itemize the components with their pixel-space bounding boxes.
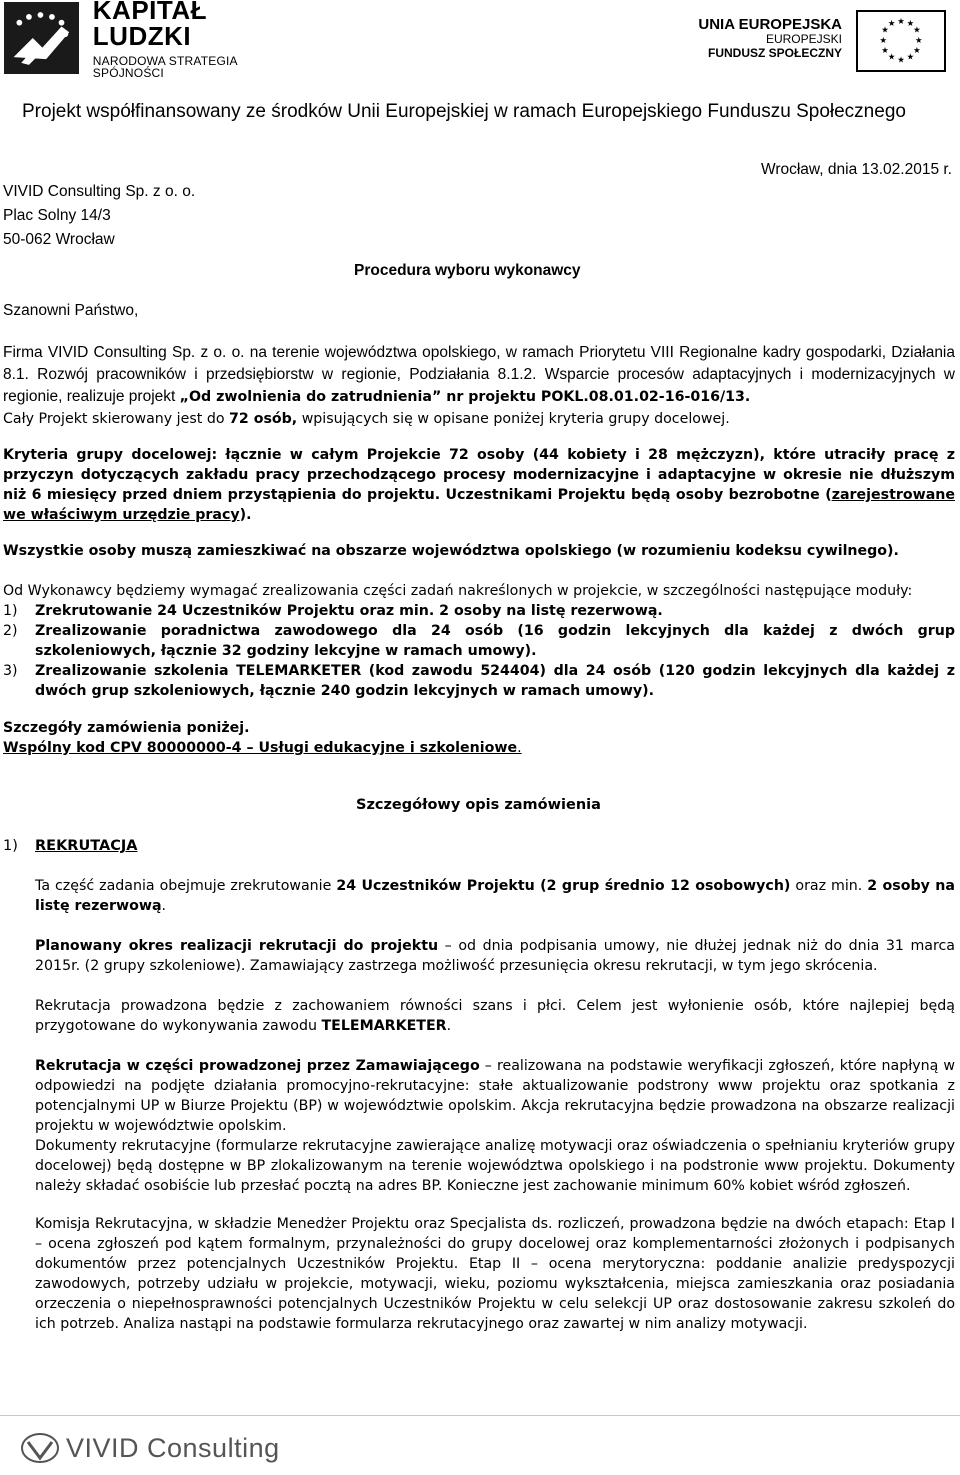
s1-p1-pre: Ta część zadania obejmuje zrekrutowanie xyxy=(35,878,337,894)
s1-p2-bold: Planowany okres realizacji rekrutacji do projektu xyxy=(35,938,439,954)
address-line-1: VIVID Consulting Sp. z o. o. xyxy=(3,183,196,200)
module-item xyxy=(3,621,955,661)
s1-p4-rest: – realizowana na podstawie weryfikacji zgłoszeń, które napłyną w odpowiedzi na podjęte działania promocyjno-rekrutacyjne: stałe aktualizowanie podstrony www projektu oraz spotkania z potencjalnymi UP w Biurze Projektu (BP) w województwie opolskim. Akcja rekrutacyjna będzie prowadzona na obszarze realizacji projektu w województwie opolskim. xyxy=(35,1058,955,1134)
svg-text:★: ★ xyxy=(887,51,896,62)
s1-p2-rest: – od dnia podpisania umowy, nie dłużej jednak niż do dnia 31 marca 2015r. (2 grupy szkoleniowe). Zamawiający zastrzega możliwość przesunięcia okresu rekrutacji, w tym jego skrócenia. xyxy=(35,938,955,974)
section1-p1 xyxy=(35,876,955,916)
detail-title: Szczegółowy opis zamówienia xyxy=(356,797,601,813)
address-line-2: Plac Solny 14/3 xyxy=(3,207,111,224)
s1-p1-end: . xyxy=(161,898,167,914)
section1-p6: Komisja Rekrutacyjna, w składzie Menedżer Projektu oraz Specjalista ds. rozliczeń, prowadzona będzie na dwóch etapach: Etap I – ocena zgłoszeń pod kątem formalnym, przynależności do grupy docelowej oraz komplementarności złożonych i podpisanych dokumentów przez potencjalnych Uczestników Projektu. Etap II – ocena merytoryczna: poddanie analizie predyspozycji zawodowych, potrzeby udziału w projekcie, motywacji, wieku, poziomu wykształcenia, miejsca zamieszkania oraz posiadania orzeczenia o niepełnosprawności potencjalnych Uczestników Projektu w celu selekcji UP oraz dostosowanie zakresu szkoleń do ich potrzeb. Analiza nastąpi na podstawie formularza rekrutacyjnego oraz zawartej w nim analizy motywacji. xyxy=(35,1216,955,1332)
procedure-title: Procedura wyboru wykonawcy xyxy=(354,262,581,279)
section1-p2 xyxy=(35,936,955,976)
module-text: Zrealizowanie szkolenia TELEMARKETER (kod zawodu 524404) dla 24 osób (120 godzin lekcyjnych dla każdej z dwóch grup szkoleniowych, łącznie 240 godzin lekcyjnych w ramach umowy). xyxy=(35,663,955,699)
intro-p2-bold: 72 osób, xyxy=(229,411,298,427)
s1-p1-mid: oraz min. xyxy=(790,878,868,894)
s1-p3-pre: Rekrutacja prowadzona będzie z zachowaniem równości szans i płci. Celem jest wyłonienie osób, które najlepiej będą przygotowane do wykonywania zawodu xyxy=(35,998,955,1034)
cpv-code: Wspólny kod CPV 80000000-4 – Usługi edukacyjne i szkoleniowe xyxy=(3,740,518,756)
module-number: 2) xyxy=(3,623,18,639)
document-date: Wrocław, dnia 13.02.2015 r. xyxy=(760,161,952,178)
criteria-end: ). xyxy=(239,507,252,523)
s1-p3-bold: TELEMARKETER xyxy=(321,1018,447,1034)
modules-section xyxy=(3,581,955,701)
project-number: „Od zwolnienia do zatrudnienia” nr projektu POKL.08.01.02-16-016/13. xyxy=(179,389,751,405)
svg-text:★: ★ xyxy=(906,18,915,29)
sender-address xyxy=(3,180,195,252)
svg-text:★: ★ xyxy=(879,34,887,45)
svg-text:★: ★ xyxy=(897,16,905,27)
vivid-consulting-logo xyxy=(20,1432,280,1464)
vivid-logo-mark-icon xyxy=(20,1432,60,1464)
section1-p5: Dokumenty rekrutacyjne (formularze rekrutacyjne zawierające analizę motywacji oraz oświadczenia o spełnianiu kryteriów grupy docelowej) będą dostępne w BP zlokalizowanym na terenie województwa opolskiego i na podstronie www projektu. Dokumenty należy składać osobiście lub przesłać pocztą na adres BP. Konieczne jest zachowanie minimum 60% kobiet wśród zgłoszeń. xyxy=(35,1138,955,1194)
s1-p1-b1: 24 Uczestników Projektu (2 grup średnio 12 osobowych) xyxy=(336,878,791,894)
section-title: REKRUTACJA xyxy=(35,838,138,854)
module-text: Zrekrutowanie 24 Uczestników Projektu oraz min. 2 osoby na listę rezerwową. xyxy=(35,603,663,619)
module-number: 1) xyxy=(3,603,18,619)
eu-line2: EUROPEJSKI xyxy=(765,32,842,47)
criteria-paragraph xyxy=(3,445,955,525)
module-item xyxy=(3,601,955,621)
criteria-underlined: zarejestrowane we właściwym urzędzie pracy xyxy=(3,487,955,523)
eu-logo xyxy=(698,10,946,72)
criteria-text: Kryteria grupy docelowej: łącznie w całym Projekcie 72 osoby (44 kobiety i 28 mężczyzn), które utraciły pracę z przyczyn dotyczących zakładu pracy przechodzącego procesy modernizacyjne i adaptacyjne w okresie nie dłuższym niż 6 miesięcy przed dniem przystąpienia do projektu. Uczestnikami Projektu będą osoby bezrobotne ( xyxy=(3,447,955,503)
intro-paragraph xyxy=(3,342,955,430)
s1-p1-b2: 2 osoby na listę rezerwową xyxy=(35,878,955,914)
details-block xyxy=(3,718,955,758)
svg-text:★: ★ xyxy=(906,51,915,62)
kl-subtitle: NARODOWA STRATEGIA SPÓJNOŚCI xyxy=(92,54,238,80)
svg-text:★: ★ xyxy=(881,24,889,35)
module-item xyxy=(3,661,955,701)
s1-p3-end: . xyxy=(446,1018,452,1034)
kapital-ludzki-mark-icon xyxy=(4,2,79,74)
s1-p4-bold: Rekrutacja w części prowadzonej przez Zamawiającego xyxy=(35,1058,480,1074)
module-number: 3) xyxy=(3,663,18,679)
section1-p4 xyxy=(35,1056,955,1136)
eu-line3: FUNDUSZ SPOŁECZNY xyxy=(707,46,842,61)
modules-intro: Od Wykonawcy będziemy wymagać zrealizowania części zadań nakreślonych w projekcie, w szczególności następujące moduły: xyxy=(3,583,913,599)
section-heading-rekrutacja xyxy=(3,838,138,854)
footer-divider xyxy=(0,1415,960,1416)
kapital-ludzki-logo xyxy=(4,0,304,80)
svg-text:★: ★ xyxy=(881,45,889,56)
cofinancing-banner: Projekt współfinansowany ze środków Unii Europejskiej w ramach Europejskiego Funduszu Społecznego xyxy=(22,101,906,122)
svg-text:★: ★ xyxy=(913,24,921,35)
details-line: Szczegóły zamówienia poniżej. xyxy=(3,720,250,736)
section1-p3 xyxy=(35,996,955,1036)
svg-text:★: ★ xyxy=(913,45,921,56)
eu-title: UNIA EUROPEJSKA xyxy=(698,16,842,33)
intro-p2-post: wpisujących się w opisane poniżej kryteria grupy docelowej. xyxy=(297,411,730,427)
residence-requirement: Wszystkie osoby muszą zamieszkiwać na obszarze województwa opolskiego (w rozumieniu kodeksu cywilnego). xyxy=(3,543,899,559)
address-line-3: 50-062 Wrocław xyxy=(3,231,115,248)
intro-text: Firma VIVID Consulting Sp. z o. o. na terenie województwa opolskiego, w ramach Priorytetu VIII Regionalne kadry gospodarki, Działania 8.1. Rozwój pracowników i przedsiębiorstw w regionie, Podziałania 8.1.2. Wsparcie procesów adaptacyjnych i modernizacyjnych w regionie, realizuje projekt xyxy=(3,344,955,405)
svg-text:★: ★ xyxy=(897,54,905,65)
cpv-dot: . xyxy=(517,740,522,756)
intro-p2-pre: Cały Projekt skierowany jest do xyxy=(3,411,230,427)
eu-flag-icon xyxy=(856,10,946,72)
salutation: Szanowni Państwo, xyxy=(3,302,139,319)
vivid-logo-text: VIVID Consulting xyxy=(66,1432,280,1463)
svg-text:★: ★ xyxy=(915,34,923,45)
section-number: 1) xyxy=(3,838,18,854)
header-logos xyxy=(0,0,960,95)
module-text: Zrealizowanie poradnictwa zawodowego dla 24 osób (16 godzin lekcyjnych dla każdej z dwóch grup szkoleniowych, łącznie 32 godziny lekcyjne w ramach umowy). xyxy=(35,623,955,659)
kl-title: KAPITAŁ LUDZKI xyxy=(92,0,208,51)
svg-text:★: ★ xyxy=(887,18,896,29)
